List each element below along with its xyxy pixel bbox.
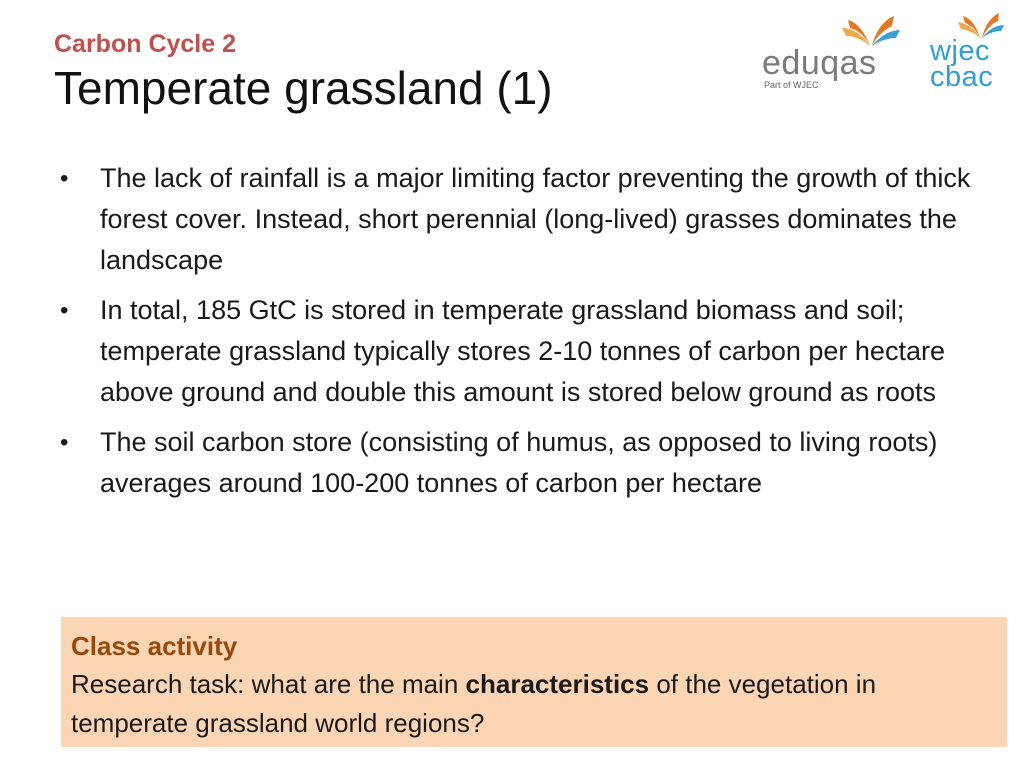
- eduqas-wordmark: eduqas: [762, 44, 877, 82]
- bullet-text: The lack of rainfall is a major limiting factor preventing the growth of thick forest cover. Instead, short perennial (long-lived) grasses dominates the landscape: [100, 163, 971, 275]
- bullet-text: The soil carbon store (consisting of humus, as opposed to living roots) averages around 100-200 tonnes of carbon per hectare: [100, 427, 938, 498]
- bullet-item: [58, 290, 978, 413]
- bullet-marker: •: [60, 165, 69, 192]
- eduqas-logo: [762, 14, 902, 94]
- wjec-logo: [930, 12, 1010, 92]
- activity-text-after: of the vegetation in temperate grassland world regions?: [71, 669, 877, 738]
- activity-text-before: Research task: what are the main: [71, 669, 466, 699]
- slide-subtitle: Carbon Cycle 2: [54, 30, 237, 58]
- slide-title: Temperate grassland (1): [54, 62, 553, 114]
- cbac-wordmark: cbac: [930, 61, 994, 93]
- bullet-list: [58, 158, 978, 513]
- eduqas-tagline: Part of WJEC: [764, 80, 819, 90]
- open-book-icon: [840, 14, 902, 48]
- class-activity-box: [61, 617, 1007, 747]
- bullet-item: [58, 422, 978, 504]
- bullet-item: [58, 158, 978, 281]
- bullet-marker: •: [60, 297, 69, 324]
- activity-text-bold: characteristics: [465, 669, 650, 699]
- bullet-marker: •: [60, 429, 69, 456]
- class-activity-title: Class activity: [71, 631, 238, 661]
- class-activity-text: [71, 665, 997, 743]
- bullet-text: In total, 185 GtC is stored in temperate grassland biomass and soil; temperate grassland typically stores 2-10 tonnes of carbon per hectare above ground and double this amount is stored below ground as roots: [100, 295, 945, 407]
- wjec-wordmark: wjec: [930, 35, 991, 67]
